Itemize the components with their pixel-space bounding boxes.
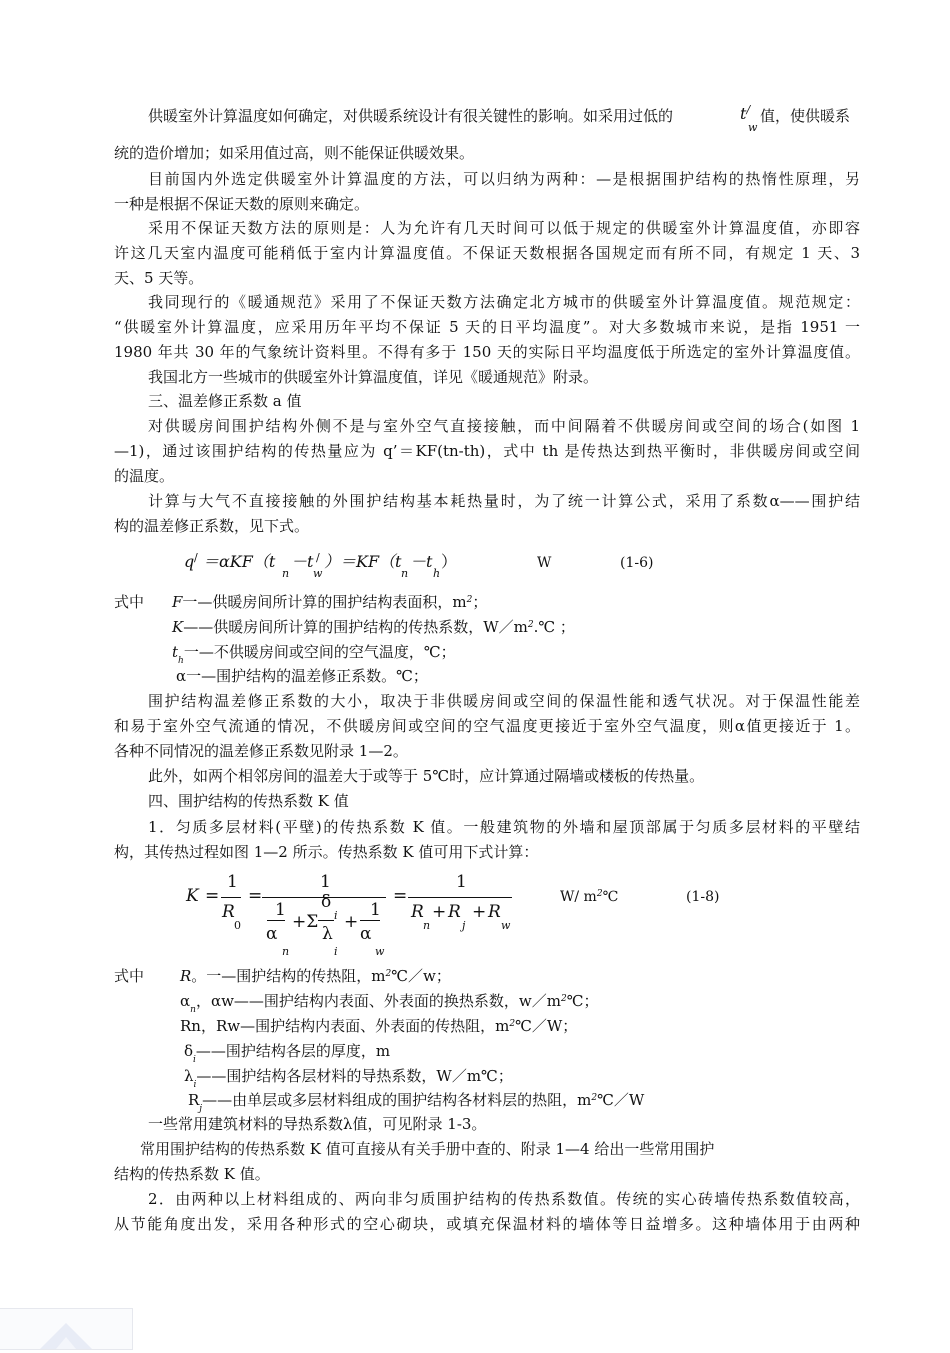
unit-label: W (537, 555, 552, 571)
definition-Rn-Rw: Rn，Rw—围护结构内表面、外表面的传热阻，$m^2℃/W$； (180, 1017, 578, 1035)
equation-1-6: q / ＝αKF（t n －t / w ）＝KF（t n －t h ） W (1-6) (184, 551, 654, 580)
text-line: 各种不同情况的温差修正系数见附录 1—2。 (114, 742, 408, 760)
definition-Rj: $R_j——$由单层或多层材料组成的围护结构各材料层的热阻，$m^2℃/W$ (188, 1091, 645, 1114)
where-label: 式中 (114, 967, 145, 985)
text-line: 1980 年共 30 年的气象统计资料里。不得有多于 150 天的实际日平均温度低于所选定的室外计算温度值。 (114, 343, 860, 361)
text-line: 采用不保证天数方法的原则是：人为允许有几天时间可以低于规定的供暖室外计算温度值，亦即容 (148, 219, 860, 237)
text-line: “供暖室外计算温度，应采用历年平均不保证 5 天的日平均温度”。对大多数城市来说，是指 1951 一 (114, 318, 860, 336)
definition-alpha-n: $\alpha_n$，αw——围护结构内表面、外表面的换热系数，$w/m^2℃$； (180, 992, 599, 1015)
text-line: 此外，如两个相邻房间的温差大于或等于 5℃时，应计算通过隔墙或楼板的传热量。 (148, 767, 705, 785)
definition-F: F一—供暖房间所计算的围护结构表面积，$m^2$； (172, 593, 488, 611)
subscript: w (748, 121, 758, 134)
text-line: 构的温差修正系数，见下式。 (114, 517, 310, 535)
text-line: 结构的传热系数 K 值。 (114, 1165, 270, 1183)
text-line: 1．匀质多层材料(平壁)的传热系数 K 值。一般建筑物的外墙和屋顶部属于匀质多层材料的平壁结 (148, 818, 860, 836)
text-line: 常用围护结构的传热系数 K 值可直接从有关手册中查的、附录 1—4 给出一些常用围护 (140, 1140, 715, 1158)
text-line: 许这几天室内温度可能稍低于室内计算温度值。不保证天数根据各国规定而有所不同，有规定 1 天、3 (114, 244, 860, 262)
text-line: 我同现行的《暖通规范》采用了不保证天数方法确定北方城市的供暖室外计算温度值。规范规定： (148, 293, 860, 311)
text-line: 2．由两种以上材料组成的、两向非匀质围护结构的传热系数值。传统的实心砖墙传热系数值较高， (148, 1190, 860, 1208)
definition-th: $t_h$一—不供暖房间或空间的空气温度，℃； (172, 643, 456, 666)
text-line: 围护结构温差修正系数的大小，取决于非供暖房间或空间的保温性能和透气状况。对于保温性能差 (148, 692, 860, 710)
text-line: 计算与大气不直接接触的外围护结构基本耗热量时，为了统一计算公式，采用了系数α——围护结 (148, 492, 860, 510)
section-heading: 三、温差修正系数 a 值 (148, 392, 302, 410)
definition-K: K——供暖房间所计算的围护结构的传热系数，$W/m^2.℃$ ； (172, 618, 575, 636)
text-line: 一种是根据不保证天数的原则来确定。 (114, 195, 370, 213)
text-line: 统的造价增加；如采用值过高，则不能保证供暖效果。 (114, 144, 475, 162)
text-line: 对供暖房间围护结构外侧不是与室外空气直接接触，而中间隔着不供暖房间或空间的场合(如图 1 (148, 417, 860, 435)
definition-delta: $\delta_i——$围护结构各层的厚度，m (184, 1042, 391, 1065)
where-label: 式中 (114, 593, 145, 611)
text-line: 一些常用建筑材料的导热系数λ值，可见附录 1-3。 (148, 1115, 487, 1133)
definition-alpha: α一—围护结构的温差修正系数。℃； (176, 667, 428, 685)
definition-R0: R。一—围护结构的传热阻，$m^2℃/w$； (180, 967, 451, 985)
text-line: 构，其传热过程如图 1—2 所示。传热系数 K 值可用下式计算： (114, 843, 539, 861)
text-fragment: 值，使供暖系 (760, 107, 851, 125)
equation-number: (1-8) (686, 889, 720, 905)
text-line: 和易于室外空气流通的情况，不供暖房间或空间的空气温度更接近于室外空气温度，则α值更接近于 1。 (114, 717, 860, 735)
definition-lambda: $\lambda_i——$围护结构各层材料的导热系数，W／m℃； (184, 1067, 513, 1090)
section-heading: 四、围护结构的传热系数 K 值 (148, 792, 349, 810)
text-line: 供暖室外计算温度如何确定，对供暖系统设计有很关键性的影响。如采用过低的 t/ w 值，使供暖系 (148, 106, 860, 126)
text-line: 目前国内外选定供暖室外计算温度的方法，可以归纳为两种：—是根据围护结构的热惰性原理，另 (148, 170, 860, 188)
text-line: 的温度。 (114, 467, 175, 485)
t-symbol: t/ (740, 103, 751, 123)
equation-1-8: K = 1 R 0 = 1 1 α n +Σ δ i λ i + 1 α w = 1 R n + R j + R w W/ $m^2℃$ (1-8) (186, 872, 720, 958)
text-line: 从节能角度出发，采用各种形式的空心砌块，或填充保温材料的墙体等日益增多。这种墙体用于由两种 (114, 1215, 860, 1233)
unit-label: W/ $m^2℃$ (560, 889, 619, 905)
text-line: —1)，通过该围护结构的传热量应为 q’＝KF(tn-th)，式中 th 是传热达到热平衡时，非供暖房间或空间 (114, 442, 860, 460)
text-line: 我国北方一些城市的供暖室外计算温度值，详见《暖通规范》附录。 (148, 368, 599, 386)
equation-number: (1-6) (620, 555, 654, 571)
logo-icon (0, 1309, 132, 1349)
text-line: 天、5 天等。 (114, 269, 204, 287)
